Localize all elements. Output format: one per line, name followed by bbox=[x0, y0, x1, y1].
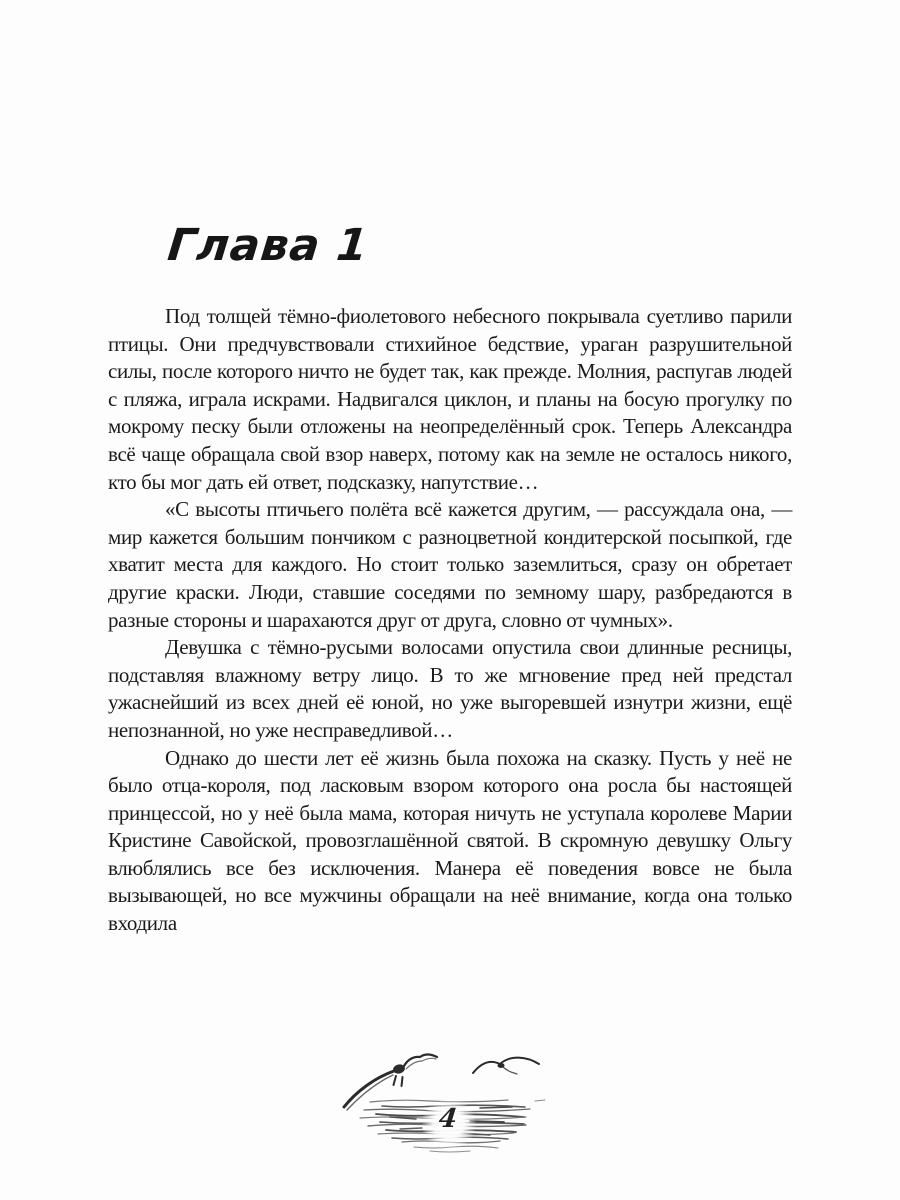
seagulls-icon bbox=[330, 1044, 570, 1156]
body-text bbox=[108, 303, 792, 938]
footer-illustration bbox=[330, 1044, 570, 1156]
seagull-left-icon bbox=[344, 1055, 437, 1111]
page-number: 4 bbox=[437, 1104, 459, 1134]
paragraph-2: «С высоты птичьего полёта всё кажется другим, — рассуждала она, — мир кажется большим пончиком с разноцветной кондитерской посыпкой, где хватит места для каждого. Но стоит только заземлиться, сразу он обретает другие краски. Люди, ставшие соседями по земному шару, разбредаются в разные стороны и шарахаются друг от друга, словно от чумных». bbox=[108, 497, 792, 632]
paragraph-1: Под толщей тёмно-фиолетового небесного покрывала суетливо парили птицы. Они предчувствовали стихийное бедствие, ураган разрушительной силы, после которого ничто не будет так, как прежде. Молния, распугав людей с пляжа, играла искрами. Надвигался циклон, и планы на босую прогулку по мокрому песку были отложены на неопределённый срок. Теперь Александра всё чаще обращала свой взор наверх, потому как на земле не осталось никого, кто бы мог дать ей ответ, подсказку, напутствие… bbox=[108, 304, 792, 494]
paragraph-3: Девушка с тёмно-русыми волосами опустила свои длинные ресницы, подставляя влажному ветру лицо. В то же мгновение пред ней предстал ужаснейший из всех дней её юной, но уже выгоревшей изнутри жизни, ещё непознанной, но уже несправедливой… bbox=[108, 635, 792, 742]
paragraph-4: Однако до шести лет её жизнь была похожа на сказку. Пусть у неё не было отца-короля, под ласковым взором которого она росла бы настоящей принцессой, но у неё была мама, которая ничуть не уступала королеве Марии Кристине Савойской, провозглашённой святой. В скромную девушку Ольгу влюблялись все без исключения. Манера её поведения вовсе не была вызывающей, но все мужчины обращали на неё внимание, когда она только входила bbox=[108, 745, 792, 936]
seagull-right-icon bbox=[473, 1058, 539, 1074]
chapter-title: Глава 1 bbox=[165, 220, 372, 271]
